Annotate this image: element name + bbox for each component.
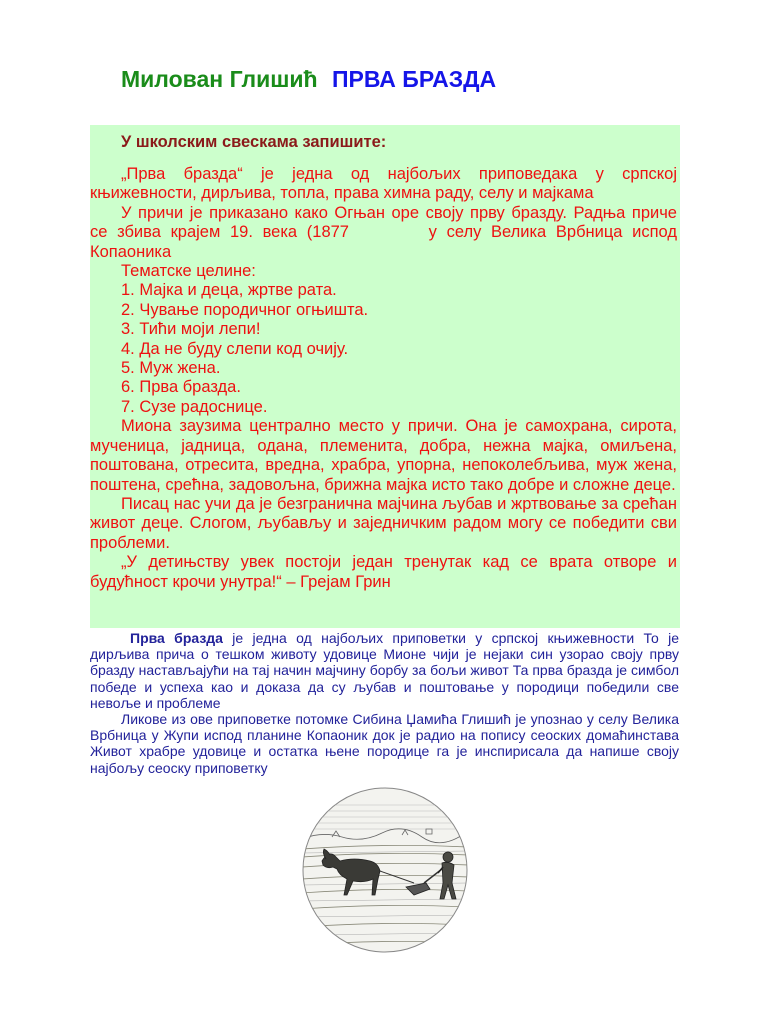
theme-item: 1. Мајка и деца, жртве рата. bbox=[121, 281, 337, 300]
plowing-farmer-horse-icon bbox=[302, 787, 468, 953]
theme-item: 5. Муж жена. bbox=[121, 359, 221, 378]
work-name-bold: Прва бразда bbox=[130, 630, 223, 646]
theme-item: 2. Чување породичног огњишта. bbox=[121, 300, 369, 319]
notes-text bbox=[90, 165, 677, 592]
quote-paragraph: „У детињству увек постоји један тренутак кад се врата отворе и будућност крочи унутра!“ – Грејам Грин bbox=[90, 553, 677, 591]
lesson-paragraph: Писац нас учи да је безгранична мајчина љубав и жртвовање за срећан живот деце. Слогом, љубављу и заједничким радом могу се победити сви проблеми. bbox=[90, 494, 677, 552]
body-paragraph-1-text: је једна од најбољих приповетки у српској књижевности То је дирљива прича о тешком животу удовице Мионе чији је нејаки син узорао своју прву бразду настављајући на тај начин мајчину борбу за бољи живот Та прва бразда је симбол победе и успеха као и доказа да су љубав и поштовање у породици победили све невоље и проблеме bbox=[90, 630, 679, 711]
theme-item: 6. Прва бразда. bbox=[121, 378, 241, 397]
story-part-b: у селу Велика Врбница испод Копаоника bbox=[90, 223, 677, 261]
miona-paragraph: Миона заузима централно место у причи. Она је самохрана, сирота, мученица, јадница, одана, племенита, добра, нежна мајка, омиљена, поштована, отресита, вредна, храбра, упорна, непоколебљива, муж жена, поштена, срећна, задовољна, брижна мајка исто тако добре и сложне деце. bbox=[90, 417, 677, 494]
author-name: Милован Глишић bbox=[121, 66, 318, 92]
themes-label: Тематске целине: bbox=[121, 262, 256, 281]
theme-item: 3. Тићи моји лепи! bbox=[121, 320, 261, 339]
story-part-a: У причи је приказано како Огњан оре своју прву бразду. Радња приче се збива крајем 19. века (1877 bbox=[90, 203, 677, 242]
body-paragraph-2: Ликове из ове приповетке потомке Сибина Џамића Глишић је упознао у селу Велика Врбница у Жупи испод планине Копаоник док је радио на попису сеоских домаћинстава Живот храбре удовице и остатка њене породице га је инспирисала да напише своју најбољу сеоску приповетку bbox=[90, 711, 679, 776]
theme-item: 7. Сузе радоснице. bbox=[121, 397, 268, 416]
body-text bbox=[90, 630, 679, 776]
page-title bbox=[121, 66, 496, 93]
intro-paragraph: „Прва бразда“ је једна од најбољих приповедака у српској књижевности, дирљива, топла, права химна раду, селу и мајкама bbox=[90, 165, 677, 203]
theme-item: 4. Да не буду слепи код очију. bbox=[121, 339, 349, 358]
work-title: ПРВА БРАЗДА bbox=[331, 66, 497, 92]
body-paragraph-1 bbox=[90, 630, 679, 711]
notes-heading: У школским свескама запишите: bbox=[121, 133, 387, 151]
story-paragraph bbox=[90, 204, 677, 262]
